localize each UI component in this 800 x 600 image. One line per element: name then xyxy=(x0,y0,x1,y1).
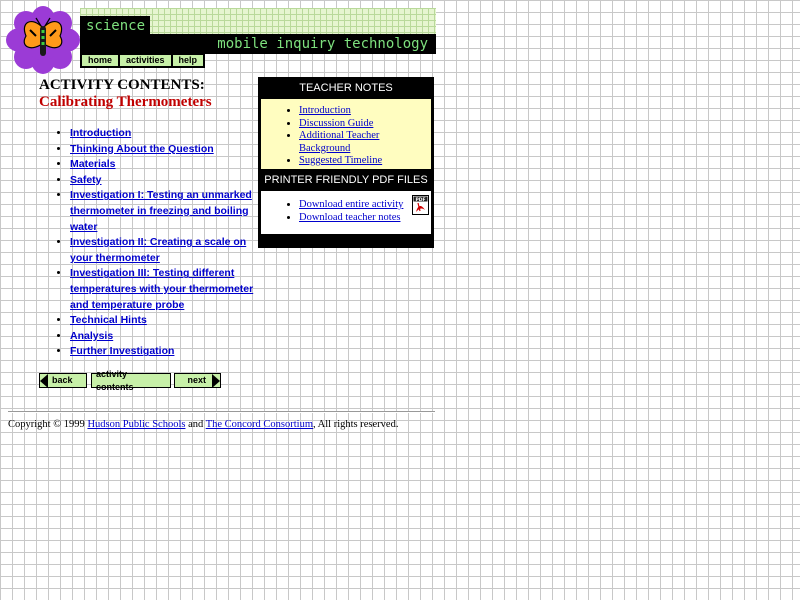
activity-link-thinking[interactable]: Thinking About the Question xyxy=(70,142,214,155)
list-item xyxy=(70,313,266,329)
list-item xyxy=(70,235,266,266)
copyright-notice xyxy=(8,419,398,430)
copyright-suffix: , All rights reserved. xyxy=(313,419,399,430)
science-label: science xyxy=(80,16,150,36)
download-entire-activity-link[interactable]: Download entire activity xyxy=(299,199,404,210)
top-nav xyxy=(80,53,203,68)
teacher-link-introduction[interactable]: Introduction xyxy=(299,105,351,116)
list-item xyxy=(299,155,431,168)
activity-contents-button[interactable] xyxy=(91,368,171,392)
printer-friendly-heading: PRINTER FRIENDLY PDF FILES xyxy=(264,174,428,186)
list-item xyxy=(70,157,266,173)
activity-link-materials[interactable]: Materials xyxy=(70,158,116,171)
back-button-label: back xyxy=(52,375,73,385)
list-item xyxy=(70,266,266,313)
nav-activities-button[interactable]: activities xyxy=(118,53,173,68)
list-item xyxy=(70,142,266,158)
activity-contents-list xyxy=(54,126,266,360)
teacher-link-discussion-guide[interactable]: Discussion Guide xyxy=(299,117,374,129)
footer-divider xyxy=(8,411,435,413)
list-item xyxy=(70,126,266,142)
activity-link-introduction[interactable]: Introduction xyxy=(70,127,132,139)
download-teacher-notes-link[interactable]: Download teacher notes xyxy=(299,211,401,223)
copyright-and: and xyxy=(188,419,204,430)
pdf-file-icon[interactable] xyxy=(412,195,429,215)
header-tagline: mobile inquiry technology xyxy=(217,36,428,52)
list-item xyxy=(70,329,266,345)
activity-link-investigation-2[interactable]: Investigation II: Creating a scale on your thermometer xyxy=(70,236,247,264)
activity-link-technical-hints[interactable]: Technical Hints xyxy=(70,314,147,327)
nav-help-button[interactable]: help xyxy=(171,53,206,68)
next-button[interactable] xyxy=(174,373,221,388)
teacher-notes-panel xyxy=(258,77,434,248)
concord-consortium-link[interactable]: The Concord Consortium xyxy=(205,419,314,430)
list-item xyxy=(70,173,266,189)
nav-home-button[interactable]: home xyxy=(80,53,120,68)
list-item xyxy=(299,130,431,155)
activity-link-further-investigation[interactable]: Further Investigation xyxy=(70,345,175,358)
teacher-notes-body xyxy=(261,99,431,169)
back-button[interactable] xyxy=(39,373,87,388)
arrow-right-icon xyxy=(212,374,220,388)
list-item xyxy=(299,105,431,118)
teacher-notes-heading: TEACHER NOTES xyxy=(299,82,393,94)
activity-link-investigation-3[interactable]: Investigation III: Testing different temperatures with your thermometer and temperature probe xyxy=(70,267,254,311)
activity-link-investigation-1[interactable]: Investigation I: Testing an unmarked thermometer in freezing and boiling water xyxy=(70,189,252,233)
butterfly-logo-icon[interactable] xyxy=(6,6,80,74)
teacher-link-suggested-timeline[interactable]: Suggested Timeline xyxy=(299,155,383,166)
activity-link-safety[interactable]: Safety xyxy=(70,173,102,186)
list-item xyxy=(70,188,266,235)
svg-text:PDF: PDF xyxy=(415,197,426,203)
hudson-public-schools-link[interactable]: Hudson Public Schools xyxy=(87,419,186,430)
list-item xyxy=(70,344,266,360)
copyright-prefix: Copyright © 1999 xyxy=(8,419,85,430)
activity-contents-button-label: activity contents xyxy=(96,368,134,392)
next-button-label: next xyxy=(187,375,206,385)
activity-link-analysis[interactable]: Analysis xyxy=(70,329,114,342)
page-nav-buttons xyxy=(39,368,221,392)
printer-friendly-body xyxy=(261,191,431,234)
teacher-link-additional-background[interactable]: Additional Teacher Background xyxy=(299,130,380,154)
activity-title: Calibrating Thermometers xyxy=(39,94,212,110)
page-title: ACTIVITY CONTENTS: xyxy=(39,77,205,93)
header-tagline-bar xyxy=(80,34,436,54)
arrow-left-icon xyxy=(40,374,48,388)
list-item xyxy=(299,118,431,131)
